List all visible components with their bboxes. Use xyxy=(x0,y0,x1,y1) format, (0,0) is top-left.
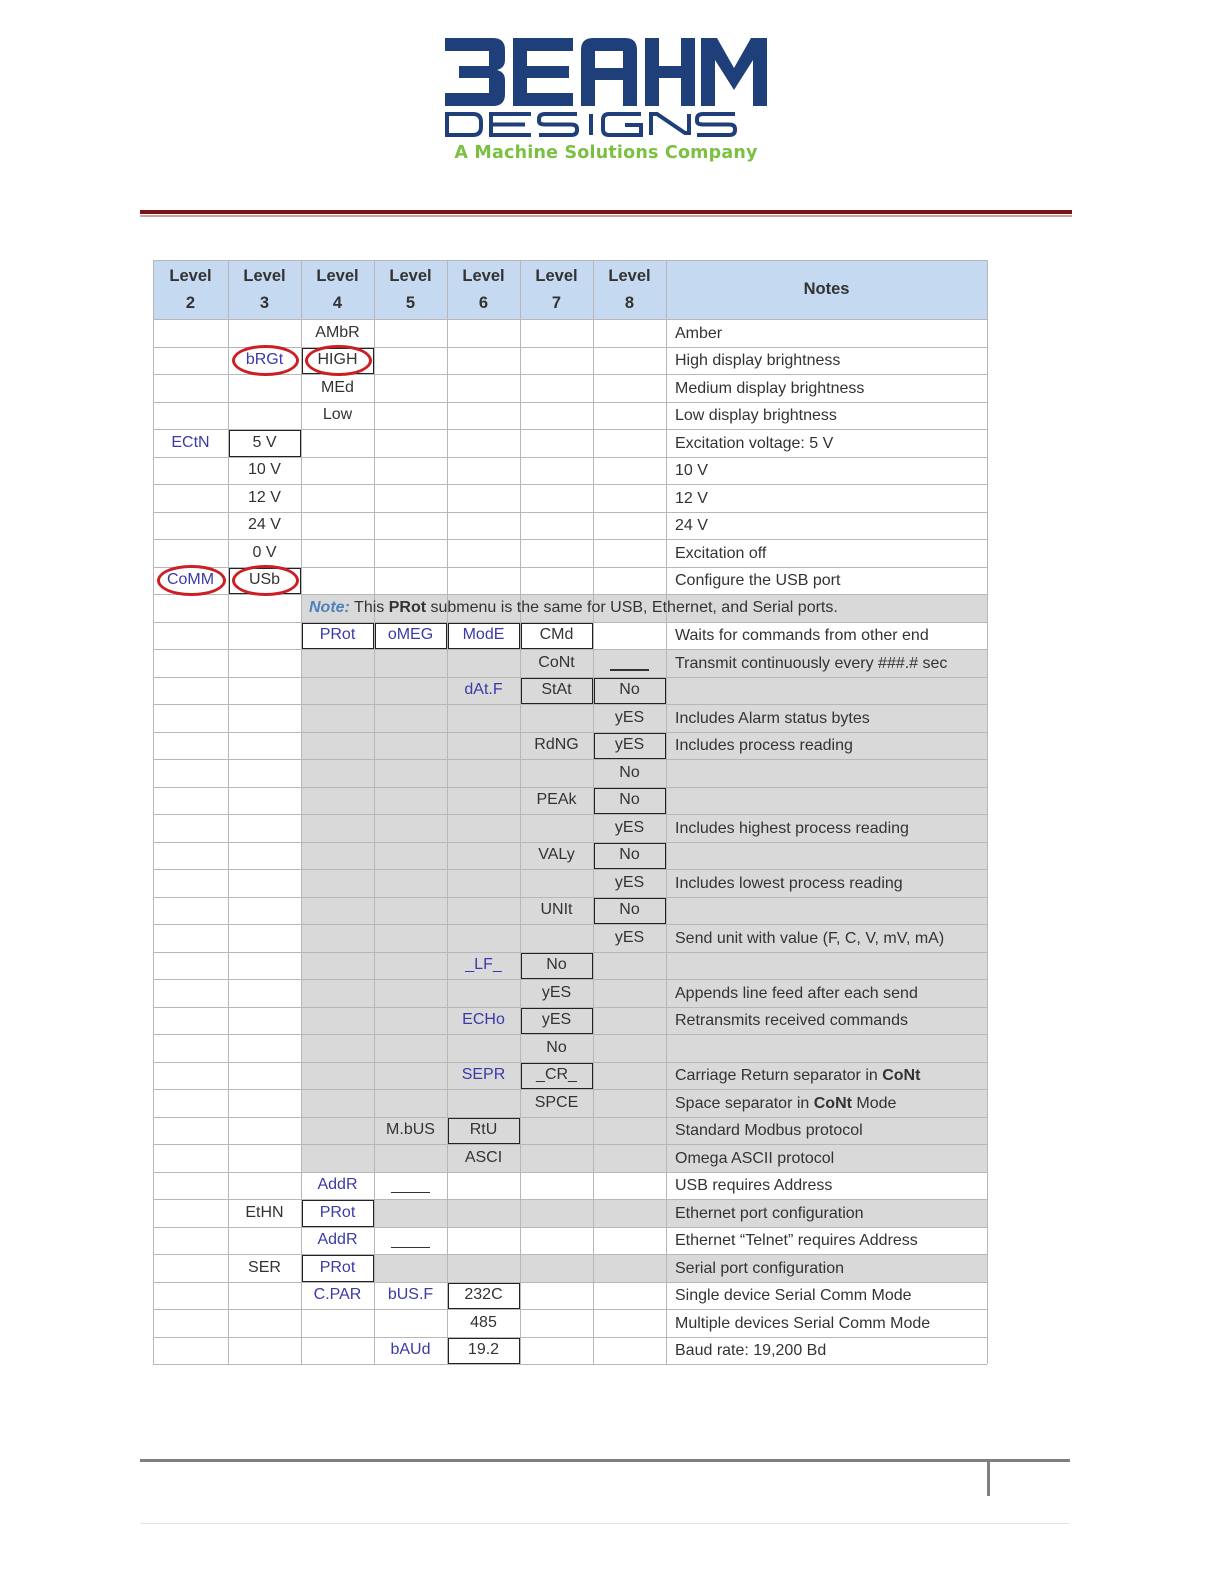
header-rule-shadow xyxy=(140,215,1072,217)
menu-item-level-4: AddR xyxy=(317,1231,358,1248)
row-note: Waits for commands from other end xyxy=(675,627,929,644)
menu-item-level-8: yES xyxy=(614,928,645,946)
menu-item-level-3: bRGt xyxy=(245,351,284,368)
row-divider xyxy=(153,1117,987,1118)
note-text: This xyxy=(349,599,389,616)
logo-letter-b xyxy=(445,38,505,106)
menu-item-level-7: StAt xyxy=(541,681,572,698)
value-blank-field xyxy=(610,669,649,671)
column-header-line1: Notes xyxy=(803,280,850,298)
column-header-line1: Level xyxy=(535,266,578,285)
header-rule xyxy=(140,210,1072,214)
menu-item-level-6: 232C xyxy=(464,1286,503,1303)
row-note: Excitation off xyxy=(675,544,767,562)
menu-item-level-4: PRot xyxy=(319,1203,356,1221)
row-divider xyxy=(153,704,987,705)
column-header-level-4 xyxy=(301,260,374,319)
menu-item-level-8: yES xyxy=(614,708,645,726)
menu-item-level-2: CoMM xyxy=(166,571,215,588)
menu-item-level-6: dAt.F xyxy=(464,681,503,698)
row-divider xyxy=(153,1199,987,1200)
highlight-circle xyxy=(157,565,226,597)
column-header-level-2 xyxy=(153,260,228,319)
logo-letter-h xyxy=(645,38,695,106)
column-divider xyxy=(374,260,375,1364)
column-header-line2: 5 xyxy=(405,293,416,312)
note-label: Note: xyxy=(309,599,350,616)
row-divider xyxy=(153,1364,987,1365)
footer-rule xyxy=(140,1459,1070,1462)
row-note: Includes process reading xyxy=(675,737,853,754)
menu-item-level-3: 24 V xyxy=(248,516,281,533)
row-note: Configure the USB port xyxy=(675,572,841,589)
logo-letter-m xyxy=(701,38,767,106)
menu-item-level-4: AMbR xyxy=(315,323,360,341)
menu-item-level-6: 19.2 xyxy=(467,1341,500,1358)
menu-item-level-6: ASCI xyxy=(464,1148,503,1166)
logo-letter-a xyxy=(581,38,637,106)
row-divider xyxy=(153,1172,987,1173)
row-divider xyxy=(153,897,987,898)
menu-item-level-3: 10 V xyxy=(248,461,281,478)
menu-item-level-6: ModE xyxy=(462,626,505,643)
footer-page-divider xyxy=(987,1459,990,1496)
submenu-note xyxy=(309,599,838,617)
row-note-bold: CoNt xyxy=(813,1094,852,1112)
menu-item-level-8: yES xyxy=(614,873,645,891)
column-header-line2: 6 xyxy=(478,293,489,312)
menu-item-level-4: HIGH xyxy=(317,351,358,368)
highlight-circle xyxy=(232,345,299,377)
menu-item-level-6: RtU xyxy=(469,1121,498,1138)
highlight-circle xyxy=(232,565,299,597)
row-note: Retransmits received commands xyxy=(675,1012,908,1029)
menu-item-level-4: PRot xyxy=(319,1258,356,1276)
menu-item-level-5: bUS.F xyxy=(387,1286,434,1303)
row-note-bold: CoNt xyxy=(882,1067,921,1084)
menu-item-level-4: PRot xyxy=(319,626,356,643)
menu-item-level-7: yES xyxy=(541,983,572,1001)
column-header-line1: Level xyxy=(389,266,432,285)
column-header-notes xyxy=(666,260,987,319)
row-note: Ethernet port configuration xyxy=(675,1204,864,1222)
row-note: Send unit with value (F, C, V, mV, mA) xyxy=(675,929,945,947)
menu-item-level-3: 12 V xyxy=(248,488,281,506)
column-divider xyxy=(301,260,302,1364)
menu-item-level-4: MEd xyxy=(321,378,354,396)
menu-item-level-5: M.bUS xyxy=(386,1121,435,1138)
column-divider xyxy=(153,260,154,1364)
row-divider xyxy=(153,1144,987,1145)
row-divider xyxy=(153,1282,987,1283)
menu-item-level-8: yES xyxy=(614,818,645,836)
row-note xyxy=(675,1067,920,1085)
row-note: Standard Modbus protocol xyxy=(675,1122,863,1139)
menu-item-level-2: ECtN xyxy=(171,433,210,451)
highlight-circle xyxy=(305,345,372,377)
menu-item-level-7: UNIt xyxy=(540,901,573,918)
row-note: Amber xyxy=(675,324,723,342)
column-header-line1: Level xyxy=(462,266,505,285)
row-note: 12 V xyxy=(675,489,708,507)
menu-item-level-7: SPCE xyxy=(534,1093,579,1111)
menu-item-level-8: yES xyxy=(614,736,645,753)
row-divider xyxy=(153,1227,987,1228)
column-header-line1: Level xyxy=(608,266,651,285)
row-note: 24 V xyxy=(675,517,708,534)
menu-item-level-7: RdNG xyxy=(534,736,579,753)
column-header-line1: Level xyxy=(169,266,212,285)
row-note-text: Carriage Return separator in xyxy=(675,1067,883,1084)
row-note: Excitation voltage: 5 V xyxy=(675,434,834,452)
footer-thin-rule xyxy=(140,1523,1070,1524)
row-note: Includes lowest process reading xyxy=(675,874,903,892)
column-header-level-5 xyxy=(374,260,447,319)
row-note: Omega ASCII protocol xyxy=(675,1149,835,1167)
note-text: submenu is the same for USB, Ethernet, and Serial ports. xyxy=(426,599,838,616)
row-divider xyxy=(153,1254,987,1255)
row-note: High display brightness xyxy=(675,352,841,369)
row-note: Appends line feed after each send xyxy=(675,984,918,1002)
menu-item-level-5: bAUd xyxy=(390,1341,431,1358)
row-divider xyxy=(153,1337,987,1338)
column-divider xyxy=(447,260,448,1364)
menu-item-level-4: C.PAR xyxy=(313,1286,362,1303)
row-note: Low display brightness xyxy=(675,407,837,424)
row-note: 10 V xyxy=(675,462,708,479)
menu-structure-table xyxy=(153,260,987,1367)
column-header-level-6 xyxy=(447,260,520,319)
menu-item-level-7: No xyxy=(546,1038,567,1056)
note-bold-word: PRot xyxy=(388,599,427,616)
row-divider xyxy=(153,1089,987,1090)
row-note: USB requires Address xyxy=(675,1177,833,1194)
column-header-line2: 4 xyxy=(332,293,343,312)
menu-item-level-6: _LF_ xyxy=(465,956,502,973)
column-header-line2: 8 xyxy=(624,293,635,312)
column-header-line2: 7 xyxy=(551,293,562,312)
logo-letter-e xyxy=(513,38,573,106)
row-divider xyxy=(153,319,987,320)
row-divider xyxy=(153,787,987,788)
submenu-shading xyxy=(301,1254,987,1282)
company-tagline: A Machine Solutions Company xyxy=(454,143,758,163)
row-divider xyxy=(153,732,987,733)
menu-item-level-7: No xyxy=(546,956,567,973)
menu-item-level-6: SEPR xyxy=(461,1066,506,1083)
value-blank-field xyxy=(391,1192,430,1194)
menu-item-level-8: No xyxy=(619,681,640,698)
column-divider xyxy=(228,260,229,1364)
column-header-line1: Level xyxy=(316,266,359,285)
column-header-line2: 3 xyxy=(259,293,270,312)
menu-item-level-3: 5 V xyxy=(252,433,277,451)
row-divider xyxy=(153,1309,987,1310)
row-note-text: Mode xyxy=(851,1094,897,1112)
menu-item-level-7: _CR_ xyxy=(536,1066,577,1083)
row-note: Multiple devices Serial Comm Mode xyxy=(675,1314,931,1332)
submenu-shading xyxy=(301,1199,987,1227)
menu-item-level-4: AddR xyxy=(317,1176,358,1193)
column-header-level-8 xyxy=(593,260,666,319)
column-divider xyxy=(666,260,667,1364)
row-note-text: Space separator in xyxy=(675,1094,814,1112)
menu-item-level-8: No xyxy=(619,901,640,918)
column-divider xyxy=(520,260,521,1364)
row-divider xyxy=(153,924,987,925)
menu-item-level-7: CMd xyxy=(539,626,574,643)
menu-item-level-7: CoNt xyxy=(538,653,575,671)
row-note: Baud rate: 19,200 Bd xyxy=(675,1342,827,1359)
row-divider xyxy=(153,869,987,870)
menu-item-level-6: 485 xyxy=(470,1313,497,1331)
row-note: Medium display brightness xyxy=(675,379,865,397)
menu-item-level-7: yES xyxy=(541,1011,572,1028)
row-divider xyxy=(153,539,987,540)
row-divider xyxy=(153,649,987,650)
menu-item-level-6: ECHo xyxy=(462,1011,505,1028)
menu-item-level-3: SER xyxy=(248,1258,281,1276)
column-header-level-7 xyxy=(520,260,593,319)
menu-item-level-8: No xyxy=(619,791,640,808)
menu-item-level-3: EtHN xyxy=(245,1203,284,1221)
row-divider xyxy=(153,1034,987,1035)
row-divider xyxy=(153,814,987,815)
row-note: Serial port configuration xyxy=(675,1259,844,1277)
value-blank-field xyxy=(391,1247,430,1249)
row-note: Includes highest process reading xyxy=(675,819,909,837)
row-divider xyxy=(153,457,987,458)
menu-item-level-4: Low xyxy=(322,406,353,423)
column-header-level-3 xyxy=(228,260,301,319)
row-note xyxy=(675,1095,896,1113)
menu-item-level-7: VALy xyxy=(538,846,575,863)
row-divider xyxy=(153,979,987,980)
row-note: Transmit continuously every ###.# sec xyxy=(675,654,948,672)
menu-item-level-5: oMEG xyxy=(387,626,434,643)
column-header-line1: Level xyxy=(243,266,286,285)
column-header-line2: 2 xyxy=(185,293,196,312)
row-divider xyxy=(153,402,987,403)
row-note: Includes Alarm status bytes xyxy=(675,709,870,727)
menu-item-level-8: No xyxy=(619,846,640,863)
row-note: Ethernet “Telnet” requires Address xyxy=(675,1232,918,1249)
table-top-border xyxy=(153,260,987,261)
row-note: Single device Serial Comm Mode xyxy=(675,1287,912,1304)
row-divider xyxy=(153,759,987,760)
menu-item-level-3: 0 V xyxy=(252,543,277,561)
row-divider xyxy=(153,512,987,513)
menu-item-level-7: PEAk xyxy=(536,791,577,808)
row-divider xyxy=(153,842,987,843)
column-divider xyxy=(987,260,988,1364)
menu-item-level-8: No xyxy=(619,763,640,781)
menu-item-level-3: USb xyxy=(248,571,281,588)
row-divider xyxy=(153,484,987,485)
